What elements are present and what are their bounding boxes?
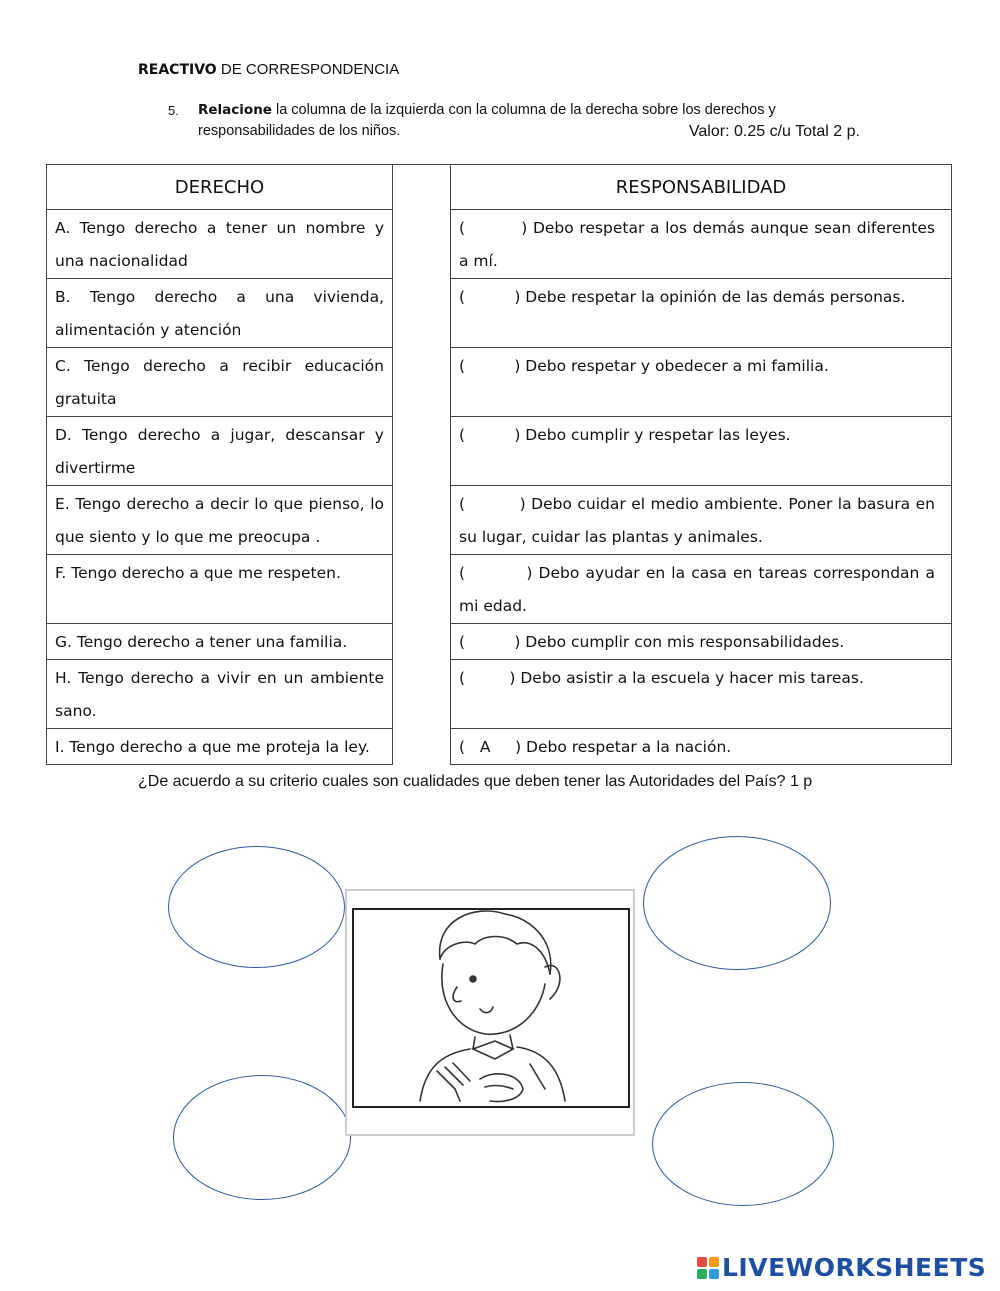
responsabilidad-text: Debe respetar la opinión de las demás personas. bbox=[520, 288, 906, 306]
responsabilidad-cell bbox=[451, 660, 952, 729]
responsabilidad-cell bbox=[451, 210, 952, 279]
table-header-row bbox=[47, 165, 952, 210]
question-text-1: la columna de la izquierda con la columna de la derecha sobre los derechos y bbox=[271, 102, 776, 118]
table-row bbox=[47, 417, 952, 486]
responsabilidad-cell bbox=[451, 417, 952, 486]
question-valor: Valor: 0.25 c/u Total 2 p. bbox=[688, 123, 860, 140]
answer-bubble-bottom-left[interactable] bbox=[173, 1075, 351, 1200]
derecho-cell: B. Tengo derecho a una vivienda, alimentación y atención bbox=[47, 279, 393, 348]
responsabilidad-text: Debo respetar y obedecer a mi familia. bbox=[520, 357, 829, 375]
derecho-cell: F. Tengo derecho a que me respeten. bbox=[47, 555, 393, 624]
table-row bbox=[47, 348, 952, 417]
answer-blank[interactable]: ( ) bbox=[459, 219, 528, 237]
table-row bbox=[47, 555, 952, 624]
derecho-cell: E. Tengo derecho a decir lo que pienso, lo que siento y lo que me preocupa . bbox=[47, 486, 393, 555]
answer-blank[interactable]: ( ) bbox=[459, 564, 533, 582]
answer-blank[interactable]: ( ) bbox=[459, 357, 521, 375]
brand-name: LIVEWORKSHEETS bbox=[722, 1253, 987, 1282]
answer-blank[interactable]: ( ) bbox=[459, 633, 521, 651]
table-row bbox=[47, 660, 952, 729]
header-derecho: DERECHO bbox=[47, 165, 393, 210]
answer-bubble-bottom-right[interactable] bbox=[652, 1082, 834, 1206]
responsabilidad-text: Debo respetar a los demás aunque sean diferentes a mí. bbox=[459, 219, 935, 270]
header-responsabilidad: RESPONSABILIDAD bbox=[451, 165, 952, 210]
liveworksheets-logo bbox=[697, 1253, 986, 1282]
answer-blank[interactable]: ( ) bbox=[459, 495, 526, 513]
question-number: 5. bbox=[168, 103, 179, 118]
question-line-1 bbox=[198, 100, 776, 121]
spacer-cell bbox=[393, 210, 451, 279]
table-row bbox=[47, 279, 952, 348]
responsabilidad-cell bbox=[451, 555, 952, 624]
spacer-cell bbox=[393, 624, 451, 660]
header-title-bold: REACTIVO bbox=[138, 62, 217, 78]
answer-bubble-top-left[interactable] bbox=[168, 846, 345, 968]
question-keyword: Relacione bbox=[198, 102, 272, 118]
derecho-cell: G. Tengo derecho a tener una familia. bbox=[47, 624, 393, 660]
answer-blank[interactable]: ( ) bbox=[459, 669, 516, 687]
answer-blank[interactable]: ( ) bbox=[459, 426, 521, 444]
table-row bbox=[47, 210, 952, 279]
derecho-cell: I. Tengo derecho a que me proteja la ley. bbox=[47, 729, 393, 765]
responsabilidad-text: Debo cuidar el medio ambiente. Poner la basura en su lugar, cuidar las plantas y animales. bbox=[459, 495, 935, 546]
derecho-cell: H. Tengo derecho a vivir en un ambiente sano. bbox=[47, 660, 393, 729]
table-row bbox=[47, 486, 952, 555]
answer-bubble-top-right[interactable] bbox=[643, 836, 831, 970]
answer-blank[interactable]: ( A ) bbox=[459, 738, 522, 756]
answer-blank[interactable]: ( ) bbox=[459, 288, 521, 306]
spacer-cell bbox=[393, 348, 451, 417]
responsabilidad-cell bbox=[451, 348, 952, 417]
responsabilidad-text: Debo respetar a la nación. bbox=[521, 738, 732, 756]
table-row bbox=[47, 729, 952, 765]
responsabilidad-text: Debo cumplir con mis responsabilidades. bbox=[520, 633, 845, 651]
spacer-cell bbox=[393, 660, 451, 729]
question-2: ¿De acuerdo a su criterio cuales son cualidades que deben tener las Autoridades del País? 1 p bbox=[138, 773, 813, 790]
derecho-cell: A. Tengo derecho a tener un nombre y una nacionalidad bbox=[47, 210, 393, 279]
spacer-cell bbox=[393, 279, 451, 348]
responsabilidad-text: Debo asistir a la escuela y hacer mis tareas. bbox=[515, 669, 864, 687]
spacer-cell bbox=[393, 729, 451, 765]
authority-illustration bbox=[345, 889, 635, 1136]
responsabilidad-cell bbox=[451, 279, 952, 348]
header-title-rest: DE CORRESPONDENCIA bbox=[216, 61, 400, 78]
worksheet-header bbox=[138, 61, 399, 78]
table-row bbox=[47, 624, 952, 660]
spacer-cell bbox=[393, 555, 451, 624]
responsabilidad-cell bbox=[451, 729, 952, 765]
responsabilidad-cell bbox=[451, 486, 952, 555]
responsabilidad-cell bbox=[451, 624, 952, 660]
spacer-cell bbox=[393, 417, 451, 486]
responsabilidad-text: Debo cumplir y respetar las leyes. bbox=[520, 426, 791, 444]
responsabilidad-text: Debo ayudar en la casa en tareas correspondan a mi edad. bbox=[459, 564, 935, 615]
liveworksheets-mark-icon bbox=[697, 1257, 719, 1279]
spacer-cell bbox=[393, 486, 451, 555]
matching-table bbox=[46, 164, 952, 765]
header-spacer bbox=[393, 165, 451, 210]
derecho-cell: C. Tengo derecho a recibir educación gratuita bbox=[47, 348, 393, 417]
derecho-cell: D. Tengo derecho a jugar, descansar y divertirme bbox=[47, 417, 393, 486]
question-text-2: responsabilidades de los niños. bbox=[198, 123, 401, 139]
